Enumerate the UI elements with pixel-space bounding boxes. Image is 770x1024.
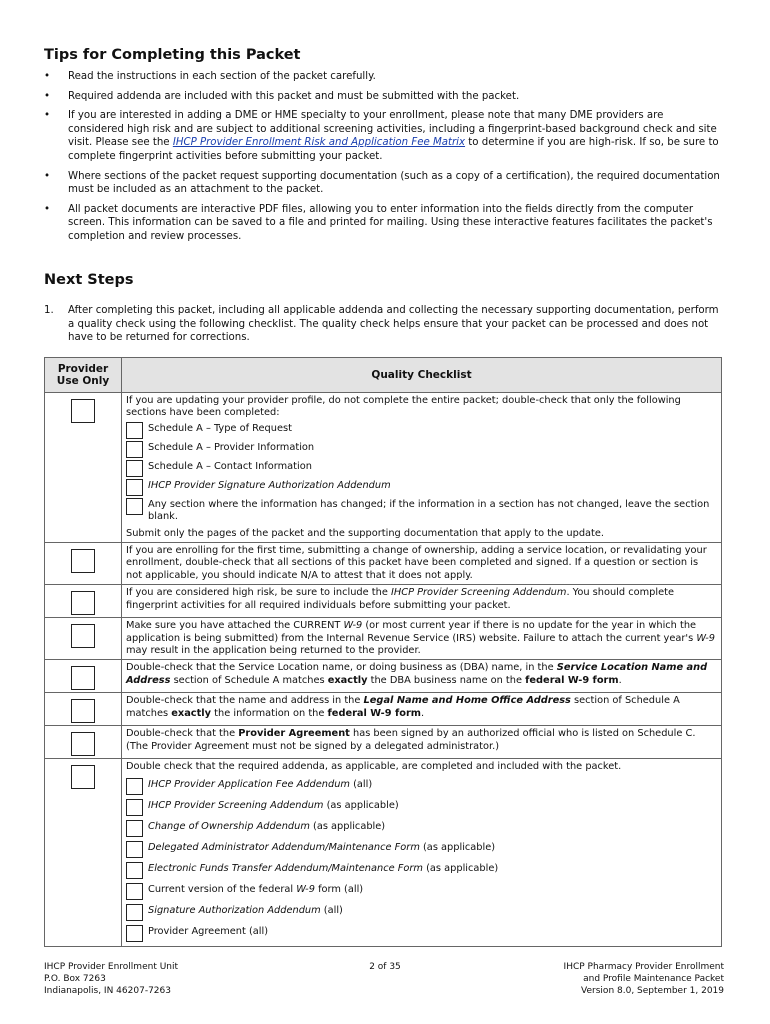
table-row bbox=[45, 393, 722, 543]
checkbox[interactable] bbox=[126, 841, 143, 858]
step-text: After completing this packet, including all applicable addenda and collecting the necessary supporting documentation, perform a quality check using the following checklist. The quality check helps ensure that your packet can be processed and does not have to be returned for corrections. bbox=[68, 305, 719, 344]
dme-text-after: to determine if you are high-risk. If so, be sure to complete fingerprint activities before submitting your packet. bbox=[68, 137, 719, 162]
checkbox[interactable] bbox=[126, 883, 143, 900]
sub-item-label: Current version of the federal W-9 form (all) bbox=[148, 883, 364, 895]
footer-line: IHCP Provider Enrollment Unit bbox=[44, 962, 179, 972]
page-number: 2 of 35 bbox=[369, 962, 401, 972]
table-row bbox=[45, 726, 722, 759]
dme-text-before: If you are interested in adding a DME or HME specialty to your enrollment, please note that many DME providers are considered high risk and are subject to additional screening activities, including a fingerprint-based background check and site visit. Please see the bbox=[68, 110, 717, 149]
sub-item-label: Any section where the information has changed; if the information in a section has not changed, leave the section blank. bbox=[148, 498, 710, 523]
footer-line: and Profile Maintenance Packet bbox=[583, 974, 724, 984]
list-item bbox=[44, 109, 720, 163]
footer-left bbox=[44, 961, 178, 997]
table-row bbox=[45, 759, 722, 946]
list-item: • Required addenda are included with this packet and must be submitted with the packet. bbox=[44, 90, 720, 104]
row-text: If you are considered high risk, be sure to include the IHCP Provider Screening Addendum. You should complete fingerprint activities for all required individuals before submitting your packet. bbox=[122, 585, 722, 618]
tips-heading: Tips for Completing this Packet bbox=[44, 47, 301, 63]
table-header-row bbox=[45, 358, 722, 393]
checkbox[interactable] bbox=[126, 820, 143, 837]
sub-item-label: Schedule A – Type of Request bbox=[148, 422, 292, 434]
sub-item-label: Electronic Funds Transfer Addendum/Maintenance Form (as applicable) bbox=[148, 862, 499, 874]
tips-list bbox=[44, 70, 720, 250]
next-steps-heading: Next Steps bbox=[44, 272, 134, 288]
checkbox[interactable] bbox=[126, 925, 143, 942]
sub-item-label: IHCP Provider Signature Authorization Addendum bbox=[148, 479, 391, 491]
provider-checkbox[interactable] bbox=[71, 399, 95, 423]
provider-checkbox[interactable] bbox=[71, 699, 95, 723]
list-item: • Where sections of the packet request supporting documentation (such as a copy of a certification), the required documentation must be included as an attachment to the packet. bbox=[44, 170, 720, 197]
list-item: • All packet documents are interactive PDF files, allowing you to enter information into the fields directly from the computer screen. This information can be saved to a file and printed for mailing. Using these interactive features facilitates the packet's completion and review processes. bbox=[44, 203, 720, 244]
checkbox[interactable] bbox=[126, 498, 143, 515]
header-line: Provider bbox=[57, 363, 109, 375]
row-text: Double-check that the Provider Agreement has been signed by an authorized official who is listed on Schedule C. (The Provider Agreement must not be signed by a delegated administrator.) bbox=[122, 726, 722, 759]
checkbox[interactable] bbox=[126, 778, 143, 795]
row-text: Double check that the required addenda, as applicable, are completed and included with the packet. bbox=[126, 761, 622, 773]
row-text: Make sure you have attached the CURRENT W-9 (or most current year if there is no update for the year in which the application is being submitted) from the Internal Revenue Service (IRS) website. Failure to attach the current year's W-9 may result in the application being returned to the provider. bbox=[122, 618, 722, 660]
quality-checklist-table bbox=[44, 357, 722, 947]
provider-use-only-header bbox=[45, 358, 122, 393]
sub-item-label: IHCP Provider Screening Addendum (as applicable) bbox=[148, 799, 399, 811]
row-text: Submit only the pages of the packet and the supporting documentation that apply to the update. bbox=[126, 527, 605, 539]
sub-item-label: Signature Authorization Addendum (all) bbox=[148, 904, 343, 916]
provider-checkbox[interactable] bbox=[71, 765, 95, 789]
table-row bbox=[45, 543, 722, 585]
footer-right bbox=[564, 961, 724, 997]
provider-checkbox[interactable] bbox=[71, 549, 95, 573]
row-text: If you are enrolling for the first time, submitting a change of ownership, adding a service location, or revalidating your enrollment, double-check that all sections of this packet have been completed and signed. If a question or section is not applicable, you should indicate N/A to attest that it does not apply. bbox=[122, 543, 722, 585]
row-text: Double-check that the Service Location name, or doing business as (DBA) name, in the Service Location Name and Address section of Schedule A matches exactly the DBA business name on the federal W-9 form. bbox=[122, 660, 722, 693]
table-row bbox=[45, 660, 722, 693]
quality-checklist-header: Quality Checklist bbox=[122, 358, 722, 393]
list-item: • Read the instructions in each section of the packet carefully. bbox=[44, 70, 720, 84]
checkbox[interactable] bbox=[126, 422, 143, 439]
provider-checkbox[interactable] bbox=[71, 591, 95, 615]
row-text: Double-check that the name and address in the Legal Name and Home Office Address section of Schedule A matches exactly the information on the federal W-9 form. bbox=[122, 693, 722, 726]
sub-item-label: IHCP Provider Application Fee Addendum (all) bbox=[148, 778, 373, 790]
sub-item-label: Schedule A – Contact Information bbox=[148, 460, 312, 472]
checkbox[interactable] bbox=[126, 799, 143, 816]
footer-line: IHCP Pharmacy Provider Enrollment bbox=[563, 962, 724, 972]
checkbox[interactable] bbox=[126, 904, 143, 921]
next-step-1 bbox=[44, 304, 724, 345]
header-line: Use Only bbox=[56, 375, 110, 387]
footer-line: Version 8.0, September 1, 2019 bbox=[581, 986, 724, 996]
checkbox[interactable] bbox=[126, 460, 143, 477]
row-text: If you are updating your provider profile, do not complete the entire packet; double-check that only the following sections have been completed: bbox=[126, 395, 681, 419]
provider-checkbox[interactable] bbox=[71, 732, 95, 756]
checkbox[interactable] bbox=[126, 479, 143, 496]
sub-item-label: Schedule A – Provider Information bbox=[148, 441, 315, 453]
sub-item-label: Provider Agreement (all) bbox=[148, 925, 269, 937]
table-row bbox=[45, 585, 722, 618]
footer-line: Indianapolis, IN 46207-7263 bbox=[44, 986, 171, 996]
table-row bbox=[45, 618, 722, 660]
checkbox[interactable] bbox=[126, 441, 143, 458]
checkbox[interactable] bbox=[126, 862, 143, 879]
provider-checkbox[interactable] bbox=[71, 666, 95, 690]
sub-item-label: Delegated Administrator Addendum/Maintenance Form (as applicable) bbox=[148, 841, 496, 853]
provider-checkbox[interactable] bbox=[71, 624, 95, 648]
table-row bbox=[45, 693, 722, 726]
risk-matrix-link[interactable]: IHCP Provider Enrollment Risk and Application Fee Matrix bbox=[172, 137, 466, 149]
footer-line: P.O. Box 7263 bbox=[44, 974, 106, 984]
sub-item-label: Change of Ownership Addendum (as applicable) bbox=[148, 820, 386, 832]
step-number: 1. bbox=[44, 305, 54, 316]
